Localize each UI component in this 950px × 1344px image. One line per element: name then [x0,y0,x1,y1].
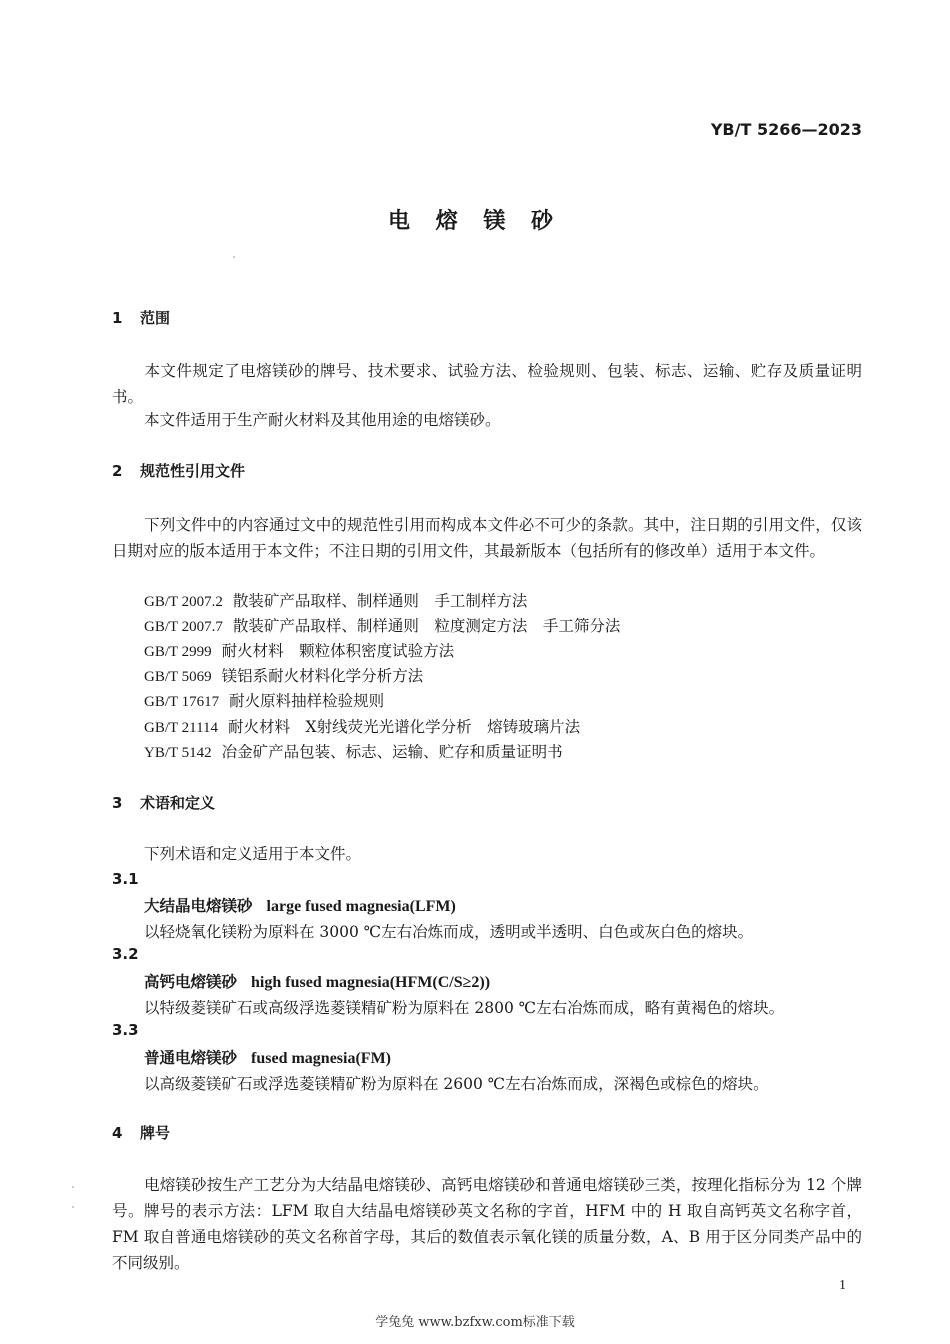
section-number: 4 [112,1124,123,1142]
term-name: 高钙电熔镁砂 high fused magnesia(HFM(C/S≥2)) [144,972,491,991]
term-number: 3.2 [112,945,139,963]
term-number: 3.1 [112,870,139,888]
reference-item: GB/T 2999 耐火材料 颗粒体积密度试验方法 [144,642,455,660]
term-definition: 以特级菱镁矿石或高级浮选菱镁精矿粉为原料在 2800 ℃左右冶炼而成，略有黄褐色的熔块。 [144,999,785,1017]
section-4-heading [112,1122,170,1143]
term-number: 3.3 [112,1021,139,1039]
reference-item: GB/T 5069 镁铝系耐火材料化学分析方法 [144,667,424,685]
section-2-heading [112,460,245,481]
section-3-heading [112,792,215,813]
section-title: 规范性引用文件 [140,462,246,480]
term-definition: 以轻烧氧化镁粉为原料在 3000 ℃左右冶炼而成，透明或半透明、白色或灰白色的熔块。 [144,923,754,941]
section-number: 3 [112,794,123,812]
terms-intro: 下列术语和定义适用于本文件。 [144,845,362,863]
section-number: 2 [112,462,123,480]
section-title: 范围 [140,309,171,327]
reference-item: GB/T 17617 耐火原料抽样检验规则 [144,692,385,710]
section-title: 牌号 [140,1124,171,1142]
reference-item: GB/T 2007.7 散装矿产品取样、制样通则 粒度测定方法 手工筛分法 [144,617,621,635]
scope-paragraph-1: 本文件规定了电熔镁砂的牌号、技术要求、试验方法、检验规则、包装、标志、运输、贮存及质量证明书。 [112,362,862,406]
references-intro: 下列文件中的内容通过文中的规范性引用而构成本文件必不可少的条款。其中，注日期的引用文件，仅该日期对应的版本适用于本文件；不注日期的引用文件，其最新版本（包括所有的修改单）适用于本文件。 [112,516,862,560]
grades-paragraph: 电熔镁砂按生产工艺分为大结晶电熔镁砂、高钙电熔镁砂和普通电熔镁砂三类，按理化指标分为 12 个牌号。牌号的表示方法：LFM 取自大结晶电熔镁砂英文名称的字首，HFM 中的 H 取自高钙英文名称字首，FM 取自普通电熔镁砂的英文名称首字母，其后的数值表示氧化镁的质量分数，A、B 用于区分同类产品中的不同级别。 [112,1176,862,1272]
page-number: 1 [839,1278,846,1293]
scan-speck [72,1206,74,1208]
section-title: 术语和定义 [140,794,216,812]
section-1-heading [112,307,170,328]
reference-item: GB/T 2007.2 散装矿产品取样、制样通则 手工制样方法 [144,592,528,610]
scan-speck [233,256,235,258]
standard-code: YB/T 5266—2023 [710,120,862,139]
section-number: 1 [112,309,123,327]
reference-item: GB/T 21114 耐火材料 X射线荧光光谱化学分析 熔铸玻璃片法 [144,718,581,736]
scan-speck [72,1186,74,1188]
term-name: 普通电熔镁砂 fused magnesia(FM) [144,1048,391,1067]
document-title: 电 熔 镁 砂 [388,209,562,234]
watermark-footer: 学兔兔 www.bzfxw.com标准下载 [375,1315,575,1330]
reference-item: YB/T 5142 冶金矿产品包装、标志、运输、贮存和质量证明书 [144,743,563,761]
term-name: 大结晶电熔镁砂 large fused magnesia(LFM) [144,896,456,915]
scope-paragraph-2: 本文件适用于生产耐火材料及其他用途的电熔镁砂。 [144,411,501,429]
term-definition: 以高级菱镁矿石或浮选菱镁精矿粉为原料在 2600 ℃左右冶炼而成，深褐色或棕色的熔块。 [144,1075,769,1093]
